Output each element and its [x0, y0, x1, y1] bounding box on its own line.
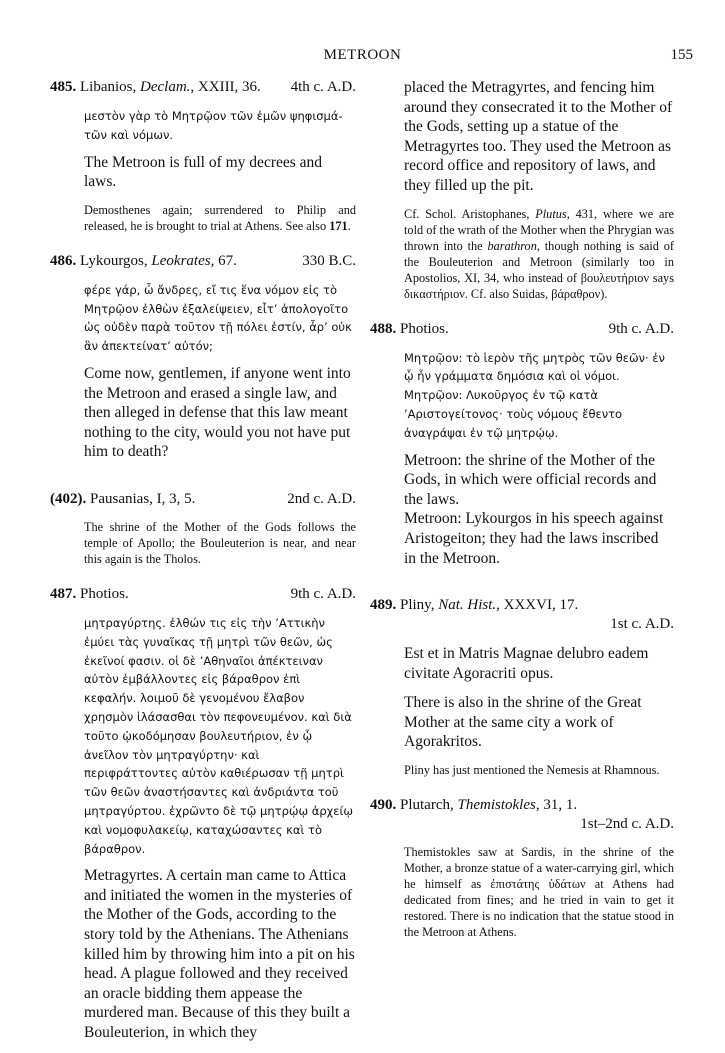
entry-source: Pliny,	[400, 597, 435, 614]
entry-date: 1st–2nd c. A.D.	[580, 816, 674, 833]
entry-number: 485.	[50, 79, 77, 95]
commentary-note: Pliny has just mentioned the Nemesis at Rhamnous.	[404, 763, 660, 778]
entry-header	[370, 796, 674, 834]
translation: The Metroon is full of my decrees and laws.	[84, 153, 323, 191]
entry-487	[50, 585, 356, 1043]
greek-text: Μητρῷον: Λυκοῦργος ἐν τῷ κατὰ ’Αριστογείτονος· τοὺς νόμους ἔθεντο ἀναγράψαι ἐν τῷ μητρῴῳ.	[404, 388, 623, 440]
entry-header	[370, 596, 674, 634]
entry-date: 4th c. A.D.	[290, 79, 356, 95]
entry-header	[50, 78, 356, 97]
entry-488	[370, 320, 674, 569]
page-number: 155	[670, 47, 693, 63]
entry-source-work: Themistokles	[457, 797, 536, 814]
translation: placed the Metragyrtes, and fencing him around they consecrated it to the Mother of the Gods, setting up a statue of the Metragyrtes too. They used the Metroon as record office and repository of laws, and they filled up the pit.	[404, 79, 673, 194]
translation: Metragyrtes. A certain man came to Attica and initiated the women in the mysteries of the Mother of the Gods, according to the story told by the Athenians. The Athenians killed him by throwing him into a pit on his head. A plague followed and they received an oracle bidding them appease the murdered man. Because of this they built a Bouleuterion, in which they	[84, 867, 355, 1042]
entry-source: Pausanias, I, 3, 5.	[90, 490, 196, 507]
entry-number: 490.	[370, 797, 397, 814]
entry-date: 330 B.C.	[302, 252, 356, 269]
entry-date: 9th c. A.D.	[290, 585, 356, 602]
entry-source: Lykourgos,	[80, 252, 148, 269]
entry-header	[50, 585, 356, 604]
entry-source: Plutarch,	[400, 797, 454, 814]
cross-reference: 171	[329, 218, 348, 233]
commentary-note: Cf. Schol. Aristophanes, Plutus, 431, where we are told of the wrath of the Mother when the Phrygian was thrown into the barathron, though nothing is said of the Bouleuterion and Metroon (similarly too in Apostolios, XI, 34, who instead of βουλευτήριον says δικαστήριον. Cf. also Suidas, βάραθρον).	[404, 206, 675, 301]
entry-487-continued	[370, 78, 674, 302]
entry-485	[50, 78, 356, 234]
entry-source-work: Nat. Hist.	[438, 597, 497, 614]
entry-number: 488.	[370, 320, 397, 337]
greek-text: μεστὸν γὰρ τὸ Μητρῷον τῶν ἐμῶν ψηφισμά-τῶν καὶ νόμων.	[84, 109, 343, 142]
entry-header	[50, 490, 356, 509]
commentary-note: Demosthenes again; surrendered to Philip and released, he is brought to trial at Athens. See also 171.	[84, 202, 356, 233]
entry-source-ref: , 67.	[210, 252, 237, 269]
entry-source-ref: , XXXVI, 17.	[496, 597, 579, 614]
entry-number: 489.	[370, 597, 397, 614]
commentary-note: Themistokles saw at Sardis, in the shrine of the Mother, a bronze statue of a water-carrying girl, which he himself as ἐπιστάτης ὑδάτων at Athens had dedicated from fines; and he tried in vain to get it restored. There is no indication that the statue stood in the Metroon at Athens.	[404, 845, 674, 940]
entry-number: 486.	[50, 252, 77, 269]
translation: Metroon: Lykourgos in his speech against Aristogeiton; they had the laws inscribed in the Metroon.	[404, 510, 664, 567]
entry-number: (402).	[50, 490, 87, 507]
translation: Metroon: the shrine of the Mother of the Gods, in which were official records and the laws.	[404, 451, 657, 508]
running-head	[0, 47, 725, 67]
greek-text: φέρε γάρ, ὦ ἄνδρες, εἴ τις ἕνα νόμον εἰς τὸ Μητρῷον ἐλθὼν ἐξαλείψειεν, εἶτ’ ἀπολογοῖτο ὡς οὐδὲν παρὰ τοῦτον τῇ πόλει ἐστίν, ἆρ’ οὐκ ἂν ἀπεκτείνατ’ αὐτόν;	[84, 282, 352, 354]
entry-date: 9th c. A.D.	[608, 320, 674, 337]
entry-source-ref: , XXIII, 36.	[190, 79, 261, 95]
latin-text: Est et in Matris Magnae delubro eadem civitate Agoracriti opus.	[404, 645, 649, 682]
entry-486	[50, 252, 356, 462]
translation: There is also in the shrine of the Great Mother at the same city a work of Agorakritos.	[404, 694, 642, 751]
right-column	[370, 78, 674, 940]
entry-header	[370, 320, 674, 339]
entry-date: 1st c. A.D.	[610, 616, 674, 633]
entry-source-work: Declam.	[140, 79, 191, 95]
entry-source: Photios.	[400, 320, 449, 337]
entry-date: 2nd c. A.D.	[287, 490, 356, 507]
entry-source-work: Leokrates	[151, 252, 211, 269]
left-column	[50, 78, 356, 1053]
greek-text: Μητρῷον: τὸ ἱερὸν τῆς μητρὸς τῶν θεῶν· ἐν ᾧ ἦν γράμματα δημόσια καὶ οἱ νόμοι.	[404, 350, 665, 384]
entry-number: 487.	[50, 585, 77, 602]
entry-490	[370, 796, 674, 940]
translation: Come now, gentlemen, if anyone went into the Metroon and erased a single law, and then alleged in defense that this law meant nothing to the city, would you not have put him to death?	[84, 364, 351, 461]
running-head-title: METROON	[323, 47, 402, 63]
entry-489	[370, 596, 674, 778]
entry-402	[50, 490, 356, 567]
greek-text: μητραγύρτης. ἐλθών τις εἰς τὴν ’Αττικὴν ἐμύει τὰς γυναῖκας τῇ μητρὶ τῶν θεῶν, ὡς ἐκεῖνοί φασιν. οἱ δὲ ’Αθηναῖοι ἀπέκτειναν αὐτὸν ἐμβάλλοντες εἰς βάραθρον ἐπὶ κεφαλήν. λοιμοῦ δὲ γενομένου ἔλαβον χρησμὸν ἱλάσασθαι τὸν πεφονευμένον. καὶ διὰ τοῦτο ᾠκοδόμησαν βουλευτήριον, ἐν ᾧ ἀνεῖλον τὸν μητραγύρτην· καὶ περιφράττοντες αὐτὸν καθιέρωσαν τῇ μητρὶ τῶν θεῶν ἀναστήσαντες καὶ ἀνδριάντα τοῦ μητραγύρτου. ἐχρῶντο δὲ τῷ μητρῴῳ ἀρχείῳ καὶ νομοφυλακείῳ, καταχώσαντες καὶ τὸ βάραθρον.	[84, 615, 354, 856]
entry-source-ref: , 31, 1.	[535, 797, 578, 814]
commentary-note: The shrine of the Mother of the Gods follows the temple of Apollo; the Bouleuterion is near, and near this again is the Tholos.	[84, 519, 356, 566]
entry-header	[50, 252, 356, 271]
entry-source: Libanios,	[80, 79, 137, 95]
entry-source: Photios.	[80, 585, 129, 602]
